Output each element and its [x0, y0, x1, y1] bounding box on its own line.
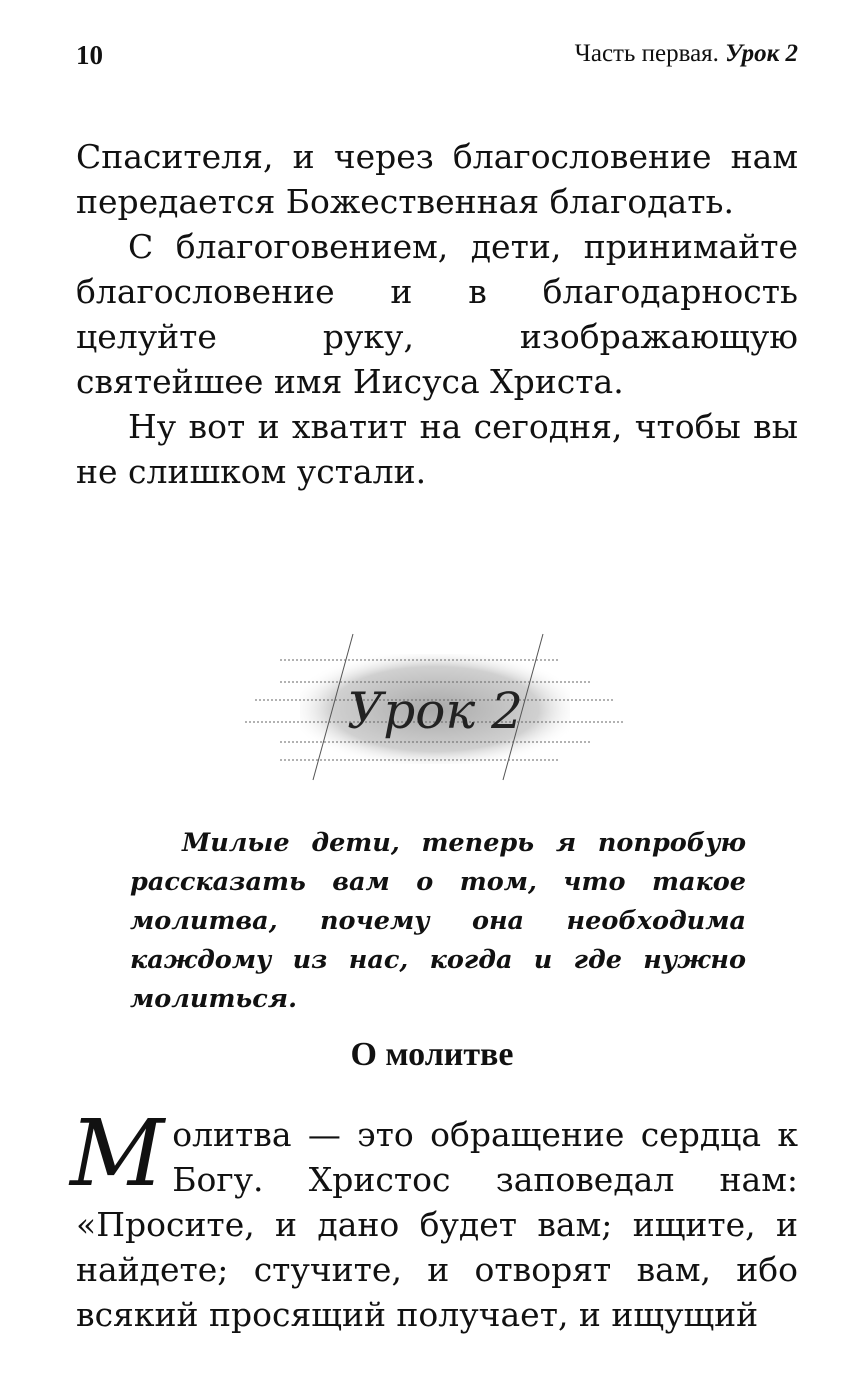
lesson-heading-graphic — [245, 632, 625, 782]
copybook-lines-graphic — [245, 632, 625, 782]
page-header — [76, 40, 798, 80]
lesson-title: Урок 2 — [347, 682, 523, 740]
prayer-text-block — [70, 1100, 798, 1337]
paragraph-1: Спасителя, и через благословение нам передается Божественная благодать. — [76, 137, 798, 221]
intro-text — [130, 824, 746, 1019]
paragraph-2: С благоговением, дети, принимайте благословение и в благодарность целуйте руку, изображающую святейшее имя Иисуса Христа. — [76, 227, 798, 401]
prayer-paragraph: олитва — это обращение сердца к Богу. Христос заповедал нам: «Просите, и дано будет вам; ищите, и найдете; стучите, и отворят вам, ибо всякий просящий получает, и ищущий — [76, 1115, 798, 1334]
intro-paragraph: Милые дети, теперь я попробую рассказать вам о том, что такое молитва, почему она необходима каждому из нас, когда и где нужно молиться. — [130, 828, 746, 1014]
top-text-block — [76, 134, 798, 494]
drop-cap: М — [70, 1100, 165, 1207]
paragraph-3: Ну вот и хватит на сегодня, чтобы вы не слишком устали. — [76, 407, 798, 491]
running-head-lesson: Урок 2 — [725, 40, 798, 67]
running-head-part: Часть первая. — [574, 40, 719, 67]
section-title: О молитве — [350, 1036, 514, 1073]
page-number: 10 — [76, 40, 103, 70]
running-head — [575, 40, 798, 68]
